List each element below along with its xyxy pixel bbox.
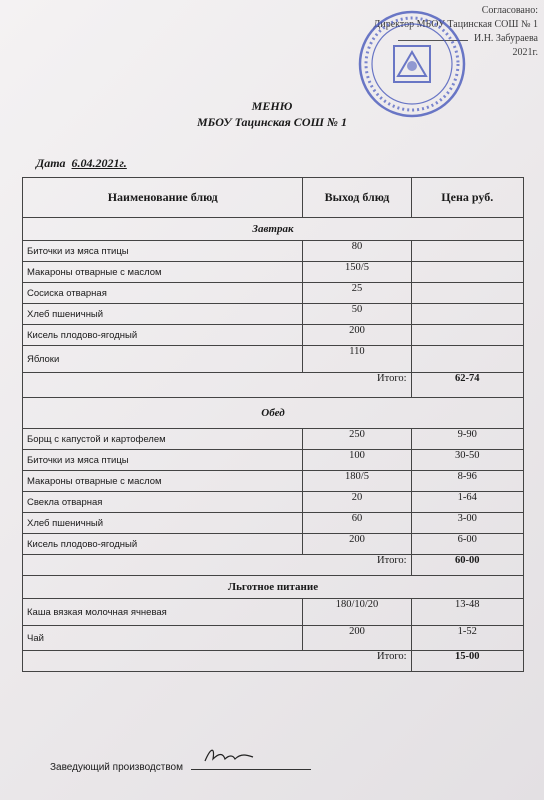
dish-price: 13-48 (411, 599, 523, 626)
column-header-price: Цена руб. (411, 178, 523, 218)
dish-name: Свекла отварная (23, 492, 303, 513)
dish-price: 1-52 (411, 626, 523, 651)
dish-price: 8-96 (411, 471, 523, 492)
dish-output: 80 (303, 241, 411, 262)
dish-name: Борщ с капустой и картофелем (23, 429, 303, 450)
dish-output: 180/10/20 (303, 599, 411, 626)
school-name: МБОУ Тацинская СОШ № 1 (197, 115, 347, 129)
table-row (23, 262, 524, 283)
total-row (23, 555, 524, 576)
table-row (23, 346, 524, 373)
table-row (23, 429, 524, 450)
footer-signature (50, 759, 311, 773)
total-value: 60-00 (411, 555, 523, 576)
dish-name: Кисель плодово-ягодный (23, 534, 303, 555)
dish-name: Макароны отварные с маслом (23, 262, 303, 283)
total-label: Итого: (23, 555, 412, 576)
dish-output: 180/5 (303, 471, 411, 492)
dish-price (411, 304, 523, 325)
table-row (23, 513, 524, 534)
dish-price (411, 283, 523, 304)
section-title-subsidized: Льготное питание (23, 576, 524, 599)
dish-name: Каша вязкая молочная ячневая (23, 599, 303, 626)
total-value: 15-00 (411, 651, 523, 672)
date-line (36, 156, 127, 171)
date-label: Дата (36, 156, 66, 170)
dish-price (411, 241, 523, 262)
footer-label: Заведующий производством (50, 762, 183, 773)
dish-name: Макароны отварные с маслом (23, 471, 303, 492)
dish-output: 150/5 (303, 262, 411, 283)
dish-price (411, 262, 523, 283)
dish-output: 25 (303, 283, 411, 304)
menu-table (22, 177, 524, 672)
table-row (23, 450, 524, 471)
dish-price (411, 346, 523, 373)
dish-name: Сосиска отварная (23, 283, 303, 304)
dish-output: 200 (303, 325, 411, 346)
dish-output: 200 (303, 534, 411, 555)
dish-output: 200 (303, 626, 411, 651)
total-row (23, 651, 524, 672)
column-header-name: Наименование блюд (23, 178, 303, 218)
table-row (23, 492, 524, 513)
approval-line-1: Согласовано: (481, 5, 538, 16)
dish-price: 30-50 (411, 450, 523, 471)
table-row (23, 241, 524, 262)
dish-output: 110 (303, 346, 411, 373)
section-title-breakfast: Завтрак (23, 218, 524, 241)
dish-price: 3-00 (411, 513, 523, 534)
total-label: Итого: (23, 651, 412, 672)
total-label: Итого: (23, 373, 412, 398)
dish-price: 1-64 (411, 492, 523, 513)
column-header-output: Выход блюд (303, 178, 411, 218)
dish-output: 50 (303, 304, 411, 325)
dish-price: 6-00 (411, 534, 523, 555)
dish-output: 250 (303, 429, 411, 450)
dish-name: Кисель плодово-ягодный (23, 325, 303, 346)
dish-name: Хлеб пшеничный (23, 513, 303, 534)
table-header-row (23, 178, 524, 218)
table-row (23, 626, 524, 651)
table-row (23, 534, 524, 555)
table-row (23, 325, 524, 346)
total-value: 62-74 (411, 373, 523, 398)
dish-output: 20 (303, 492, 411, 513)
table-row (23, 283, 524, 304)
dish-name: Чай (23, 626, 303, 651)
date-value: 6.04.2021г. (71, 156, 127, 170)
dish-name: Хлеб пшеничный (23, 304, 303, 325)
approval-line-3: И.Н. Забураева (473, 33, 538, 44)
dish-price: 9-90 (411, 429, 523, 450)
dish-price (411, 325, 523, 346)
approval-line-4: 2021г. (512, 47, 538, 58)
section-title-lunch: Обед (23, 398, 524, 429)
approval-line-2: Директор МБОУ Тацинская СОШ № 1 (373, 19, 538, 30)
table-row (23, 471, 524, 492)
handwritten-signature (201, 745, 261, 769)
menu-title: МЕНЮ (251, 99, 293, 113)
total-row (23, 373, 524, 398)
table-row (23, 599, 524, 626)
signature-line (191, 759, 311, 770)
dish-output: 100 (303, 450, 411, 471)
dish-output: 60 (303, 513, 411, 534)
table-row (23, 304, 524, 325)
dish-name: Биточки из мяса птицы (23, 241, 303, 262)
dish-name: Биточки из мяса птицы (23, 450, 303, 471)
dish-name: Яблоки (23, 346, 303, 373)
